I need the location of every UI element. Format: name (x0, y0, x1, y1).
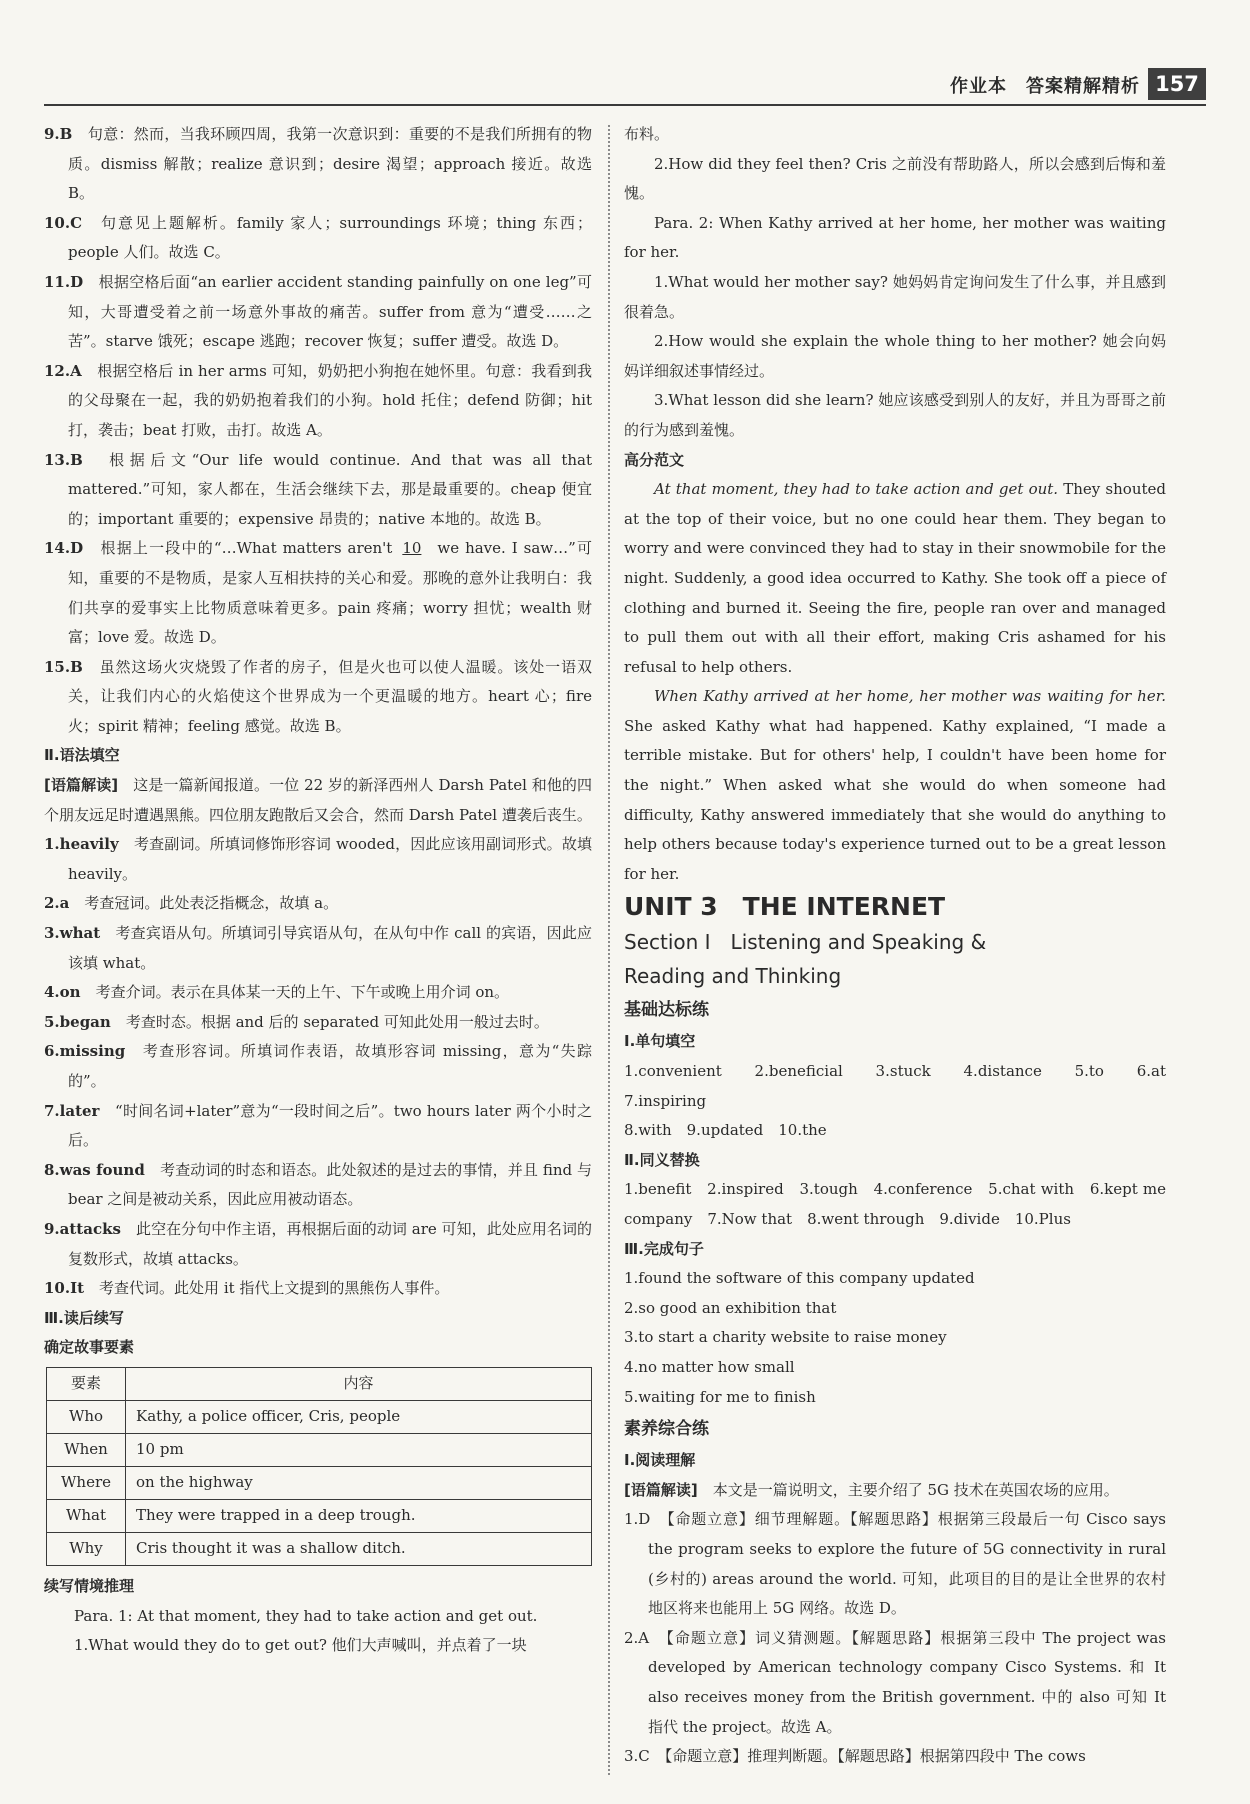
model-essay-paragraph: When Kathy arrived at her home, her mother was waiting for her. She asked Kathy what had happened. Kathy explained, “I made a terrible mistake. But for others' help, I couldn't have been home for the night.” When asked what she would do when someone had difficulty, Kathy answered immediately that she would do anything to help others because today's experience turned out to be a great lesson for her. (624, 687, 1166, 883)
grammar-item: 9.attacks 此空在分句中作主语，再根据后面的动词 are 可知，此处应用名词的复数形式，故填 attacks。 (44, 1219, 592, 1268)
answer-line: 1.found the software of this company updated (624, 1269, 975, 1288)
grammar-item: 8.was found 考查动词的时态和语态。此处叙述的是过去的事情，并且 find 与 bear 之间是被动关系，因此应用被动语态。 (44, 1160, 593, 1209)
section-heading: Ⅲ.读后续写 (44, 1308, 124, 1327)
left-column (44, 120, 592, 1661)
page-header (44, 70, 1206, 106)
grammar-item: 4.on 考查介词。表示在具体某一天的上午、下午或晚上用介词 on。 (44, 983, 510, 1002)
section-heading: Ⅰ.阅读理解 (624, 1451, 696, 1470)
grammar-item: 1.heavily 考查副词。所填词修饰形容词 wooded，因此应该用副词形式。故填 heavily。 (44, 835, 592, 883)
table-cell: on the highway (126, 1466, 592, 1499)
section-heading: Ⅰ.单句填空 (624, 1032, 696, 1051)
table-header: 内容 (126, 1367, 592, 1400)
grammar-item: 10.It 考查代词。此处用 it 指代上文提到的黑熊伤人事件。 (44, 1279, 450, 1298)
header-title: 作业本 答案精解精析 (950, 76, 1140, 97)
table-row (47, 1433, 592, 1466)
model-essay-paragraph: At that moment, they had to take action and get out. They shouted at the top of their voice, but no one could hear them. They began to worry and were convinced they had to stay in their snowmobile for the night. Suddenly, a good idea occurred to Kathy. She took off a piece of clothing and burned it. Seeing the fire, people ran over and managed to pull them out with all their effort, making Cris ashamed for his refusal to help others. (624, 480, 1166, 676)
table-cell: Where (47, 1466, 126, 1499)
answer-line: 1.benefit 2.inspired 3.tough 4.conference 5.chat with 6.kept me company 7.Now that 8.went through 9.divide 10.Plus (624, 1180, 1166, 1228)
column-divider (608, 125, 610, 1775)
page-number: 157 (1148, 68, 1206, 100)
answer-line: 3.to start a charity website to raise money (624, 1328, 947, 1347)
passage-summary: [语篇解读] 这是一篇新闻报道。一位 22 岁的新泽西州人 Darsh Patel 和他的四个朋友远足时遭遇黑熊。四位朋友跑散后又会合，然而 Darsh Patel 遭袭后丧生。 (44, 776, 592, 824)
reading-answer: 1.D 【命题立意】细节理解题。【解题思路】根据第三段最后一句 Cisco says the program seeks to explore the future of 5G connectivity in rural (乡村的) areas around the world. 可知，此项目的目的是让全世界的农村地区将来也能用上 5G 网络。故选 D。 (624, 1510, 1166, 1618)
grammar-item: 6.missing 考查形容词。所填词作表语，故填形容词 missing，意为“失踪的”。 (44, 1042, 592, 1090)
answer-item: 15.B 虽然这场火灾烧毁了作者的房子，但是火也可以使人温暖。该处一语双关，让我们内心的火焰使这个世界成为一个更温暖的地方。heart 心；fire 火；spirit 精神；feeling 感觉。故选 B。 (44, 657, 592, 735)
section-title-line2: Reading and Thinking (624, 964, 842, 989)
unit-title: UNIT 3 THE INTERNET (624, 892, 946, 922)
story-elements-table (46, 1367, 592, 1566)
paragraph-prompt: Para. 2: When Kathy arrived at her home, her mother was waiting for her. (624, 213, 1166, 262)
section-heading: Ⅲ.完成句子 (624, 1239, 704, 1258)
table-row (47, 1532, 592, 1565)
answer-line: 2.so good an exhibition that (624, 1298, 837, 1317)
inference-question: 1.What would they do to get out? 他们大声喊叫，并点着了一块 (74, 1636, 527, 1655)
story-elements-title: 确定故事要素 (44, 1338, 135, 1357)
paragraph-prompt: Para. 1: At that moment, they had to take action and get out. (74, 1606, 538, 1625)
answer-item: 14.D 根据上一段中的“…What matters aren't 10 we have. I saw…”可知，重要的不是物质，是家人互相扶持的关心和爱。那晚的意外让我明白：我们共享的爱事实上比物质意味着更多。pain 疼痛；worry 担忧；wealth 财富；love 爱。故选 D。 (44, 539, 592, 647)
grammar-item: 3.what 考查宾语从句。所填词引导宾语从句，在从句中作 call 的宾语，因此应该填 what。 (44, 924, 592, 972)
inference-question: 3.What lesson did she learn? 她应该感受到别人的友好，并且为哥哥之前的行为感到羞愧。 (624, 391, 1166, 439)
answer-line: 1.convenient 2.beneficial 3.stuck 4.distance 5.to 6.at 7.inspiring (624, 1062, 1182, 1110)
inference-question: 2.How would she explain the whole thing to her mother? 她会向妈妈详细叙述事情经过。 (624, 332, 1166, 380)
answer-item: 12.A 根据空格后 in her arms 可知，奶奶把小狗抱在她怀里。句意：我看到我的父母聚在一起，我的奶奶抱着我们的小狗。hold 托住；defend 防御；hit 打，袭击；beat 打败，击打。故选 A。 (44, 361, 592, 439)
reading-answer: 2.A 【命题立意】词义猜测题。【解题思路】根据第三段中 The project was developed by American technology company Cisco Systems. 和 It also receives money from the British government. 中的 also 可知 It 指代 the project。故选 A。 (624, 1628, 1166, 1736)
table-header-row (47, 1367, 592, 1400)
blank-answer: 10 (402, 539, 422, 558)
answer-line: 5.waiting for me to finish (624, 1387, 816, 1406)
grammar-item: 5.began 考查时态。根据 and 后的 separated 可知此处用一般过去时。 (44, 1012, 549, 1031)
table-cell: What (47, 1499, 126, 1532)
table-cell: Why (47, 1532, 126, 1565)
table-cell: When (47, 1433, 126, 1466)
inference-question: 1.What would her mother say? 她妈妈肯定询问发生了什么事，并且感到很着急。 (624, 272, 1166, 321)
passage-summary: [语篇解读] 本文是一篇说明文，主要介绍了 5G 技术在英国农场的应用。 (624, 1480, 1119, 1499)
table-row (47, 1400, 592, 1433)
comprehensive-practice-title: 素养综合练 (624, 1419, 709, 1440)
right-column (624, 120, 1182, 1772)
answer-item: 10.C 句意见上题解析。family 家人；surroundings 环境；thing 东西；people 人们。故选 C。 (44, 213, 592, 262)
section-heading: Ⅱ.同义替换 (624, 1150, 700, 1169)
table-cell: Kathy, a police officer, Cris, people (126, 1400, 592, 1433)
inference-title: 续写情境推理 (44, 1576, 135, 1595)
table-header: 要素 (47, 1367, 126, 1400)
section-heading: Ⅱ.语法填空 (44, 746, 120, 765)
answer-item: 13.B 根据后文“Our life would continue. And that was all that mattered.”可知，家人都在，生活会继续下去，那是最重要的。cheap 便宜的；important 重要的；expensive 昂贵的；native 本地的。故选 B。 (44, 450, 592, 528)
model-essay-title: 高分范文 (624, 450, 685, 469)
table-row (47, 1466, 592, 1499)
table-cell: Cris thought it was a shallow ditch. (126, 1532, 592, 1565)
table-cell: Who (47, 1400, 126, 1433)
basic-practice-title: 基础达标练 (624, 1000, 709, 1021)
answer-line: 4.no matter how small (624, 1357, 795, 1376)
table-cell: They were trapped in a deep trough. (126, 1499, 592, 1532)
table-row (47, 1499, 592, 1532)
grammar-item: 7.later “时间名词+later”意为“一段时间之后”。two hours later 两个小时之后。 (44, 1101, 592, 1150)
answer-item: 11.D 根据空格后面“an earlier accident standing painfully on one leg”可知，大哥遭受着之前一场意外事故的痛苦。suffer from 意为“遭受……之苦”。starve 饿死；escape 逃跑；recover 恢复；suffer 遭受。故选 D。 (44, 272, 592, 351)
answer-line: 8.with 9.updated 10.the (624, 1121, 827, 1140)
continued-text: 布料。 (624, 125, 670, 143)
answer-item: 9.B 句意：然而，当我环顾四周，我第一次意识到：重要的不是我们所拥有的物质。dismiss 解散；realize 意识到；desire 渴望；approach 接近。故选 B。 (44, 125, 592, 203)
grammar-item: 2.a 考查冠词。此处表泛指概念，故填 a。 (44, 894, 339, 913)
section-title-line1: Section Ⅰ Listening and Speaking & (624, 930, 987, 955)
reading-answer: 3.C 【命题立意】推理判断题。【解题思路】根据第四段中 The cows (624, 1747, 1086, 1766)
inference-question: 2.How did they feel then? Cris 之前没有帮助路人，所以会感到后悔和羞愧。 (624, 154, 1166, 203)
table-cell: 10 pm (126, 1433, 592, 1466)
